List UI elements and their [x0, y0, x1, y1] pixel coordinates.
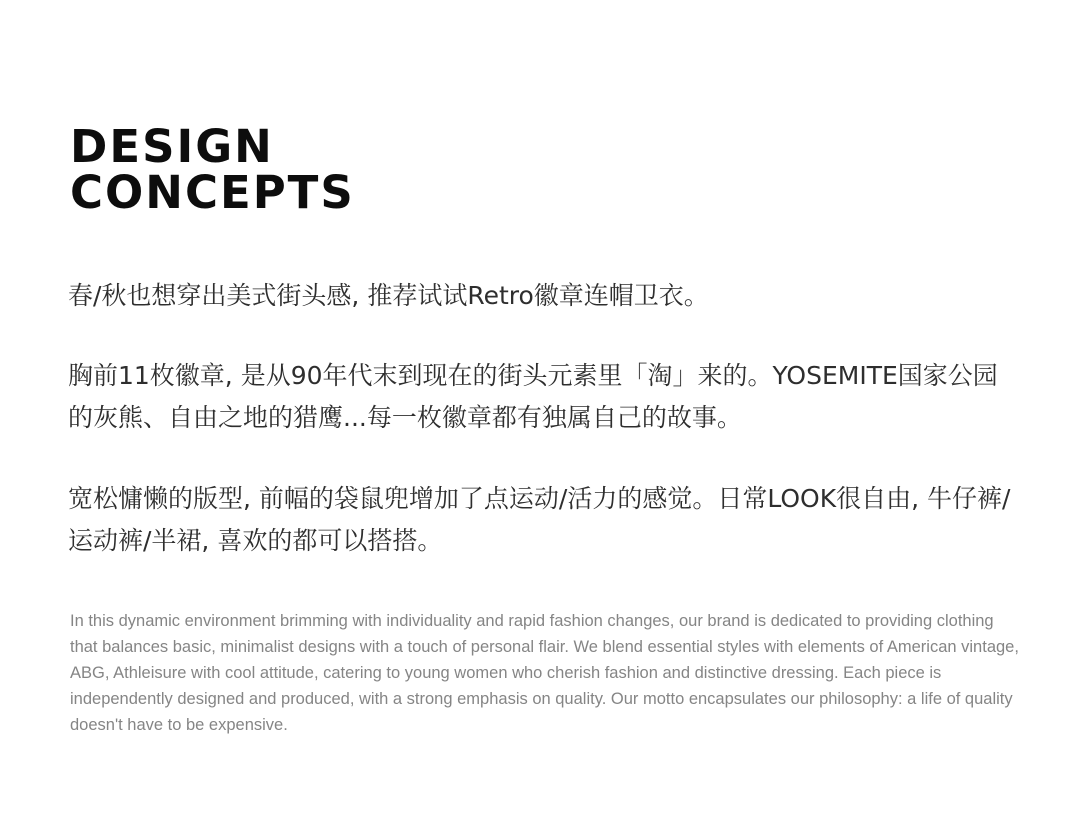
title-line-concepts: CONCEPTS	[70, 166, 355, 219]
english-paragraph-brand: In this dynamic environment brimming with individuality and rapid fashion changes, our brand is dedicated to providing clothing that balances basic, minimalist designs with a touch of personal flair. We blend essential styles with elements of American vintage, ABG, Athleisure with cool attitude, catering to young women who cherish fashion and distinctive dressing. Each piece is independently designed and produced, with a strong emphasis on quality. Our motto encapsulates our philosophy: a life of quality doesn't have to be expensive.	[70, 612, 1019, 734]
title-line-design: DESIGN	[70, 120, 274, 173]
chinese-paragraph-fit: 宽松慵懒的版型, 前幅的袋鼠兜增加了点运动/活力的感觉。日常LOOK很自由, 牛仔裤/运动裤/半裙, 喜欢的都可以搭搭。	[68, 484, 1011, 555]
chinese-paragraph-badges: 胸前11枚徽章, 是从90年代末到现在的街头元素里「淘」来的。YOSEMITE国家公园的灰熊、自由之地的猎鹰...每一枚徽章都有独属自己的故事。	[68, 361, 998, 432]
chinese-paragraph-intro: 春/秋也想穿出美式街头感, 推荐试试Retro徽章连帽卫衣。	[68, 281, 709, 310]
page-title	[70, 120, 355, 219]
